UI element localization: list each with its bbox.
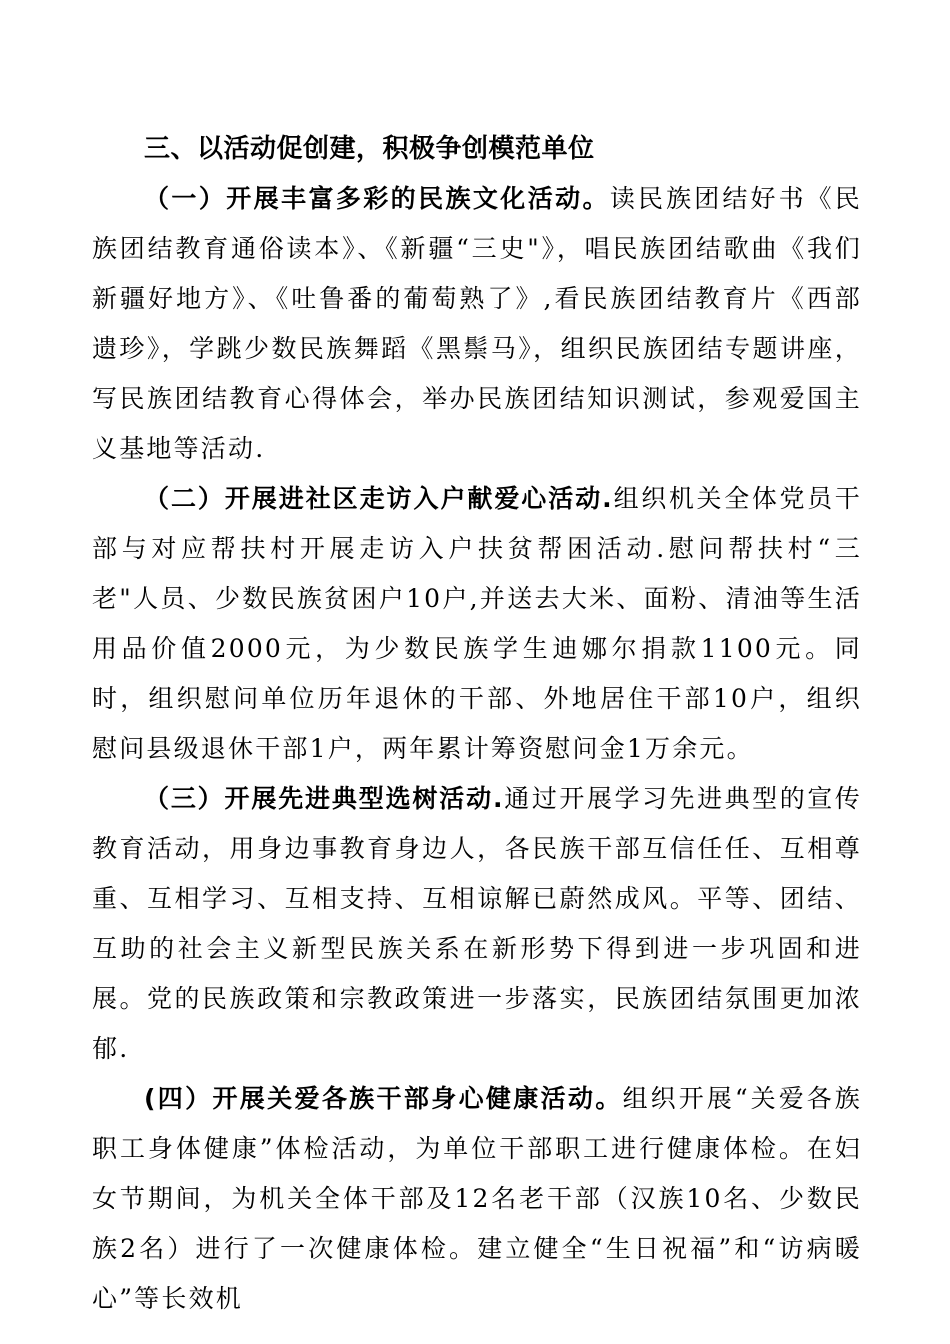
paragraph-4-lead: (四）开展关爱各族干部身心健康活动。 bbox=[144, 1084, 623, 1113]
paragraph-4-body: 组织开展“关爱各族职工身体健康”体检活动，为单位干部职工进行健康体检。在妇女节期间，为机关全体干部及12名老干部（汉族10名、少数民族2名）进行了一次健康体检。建立健全“生日祝福”和“访病暖心”等长效机 bbox=[92, 1084, 862, 1313]
paragraph-2 bbox=[92, 474, 862, 774]
paragraph-1 bbox=[92, 174, 862, 474]
paragraph-3-body: 通过开展学习先进典型的宣传教育活动，用身边事教育身边人，各民族干部互信任任、互相尊重、互相学习、互相支持、互相谅解已蔚然成风。平等、团结、互助的社会主义新型民族关系在新形势下得到进一步巩固和进展。党的民族政策和宗教政策进一步落实，民族团结氛围更加浓郁. bbox=[92, 784, 862, 1063]
paragraph-1-lead: （一）开展丰富多彩的民族文化活动。 bbox=[144, 184, 610, 213]
paragraph-3 bbox=[92, 774, 862, 1074]
paragraph-4 bbox=[92, 1074, 862, 1324]
paragraph-2-body: 组织机关全体党员干部与对应帮扶村开展走访入户扶贫帮困活动.慰问帮扶村“三老"人员、少数民族贫困户10户,并送去大米、面粉、清油等生活用品价值2000元，为少数民族学生迪娜尔捐款1100元。同时，组织慰问单位历年退休的干部、外地居住干部10户，组织慰问县级退休干部1户，两年累计筹资慰问金1万余元。 bbox=[92, 484, 862, 763]
section-heading: 三、以活动促创建，积极争创模范单位 bbox=[144, 134, 595, 164]
paragraph-1-body: 读民族团结好书《民族团结教育通俗读本》、《新疆“三史"》，唱民族团结歌曲《我们新疆好地方》、《吐鲁番的葡萄熟了》,看民族团结教育片《西部遗珍》，学跳少数民族舞蹈《黑鬃马》，组织民族团结专题讲座，写民族团结教育心得体会，举办民族团结知识测试，参观爱国主义基地等活动. bbox=[92, 184, 862, 463]
paragraph-3-lead: （三）开展先进典型选树活动. bbox=[144, 784, 504, 813]
paragraph-2-lead: （二）开展进社区走访入户献爱心活动. bbox=[144, 484, 614, 513]
document-body bbox=[92, 124, 862, 1324]
